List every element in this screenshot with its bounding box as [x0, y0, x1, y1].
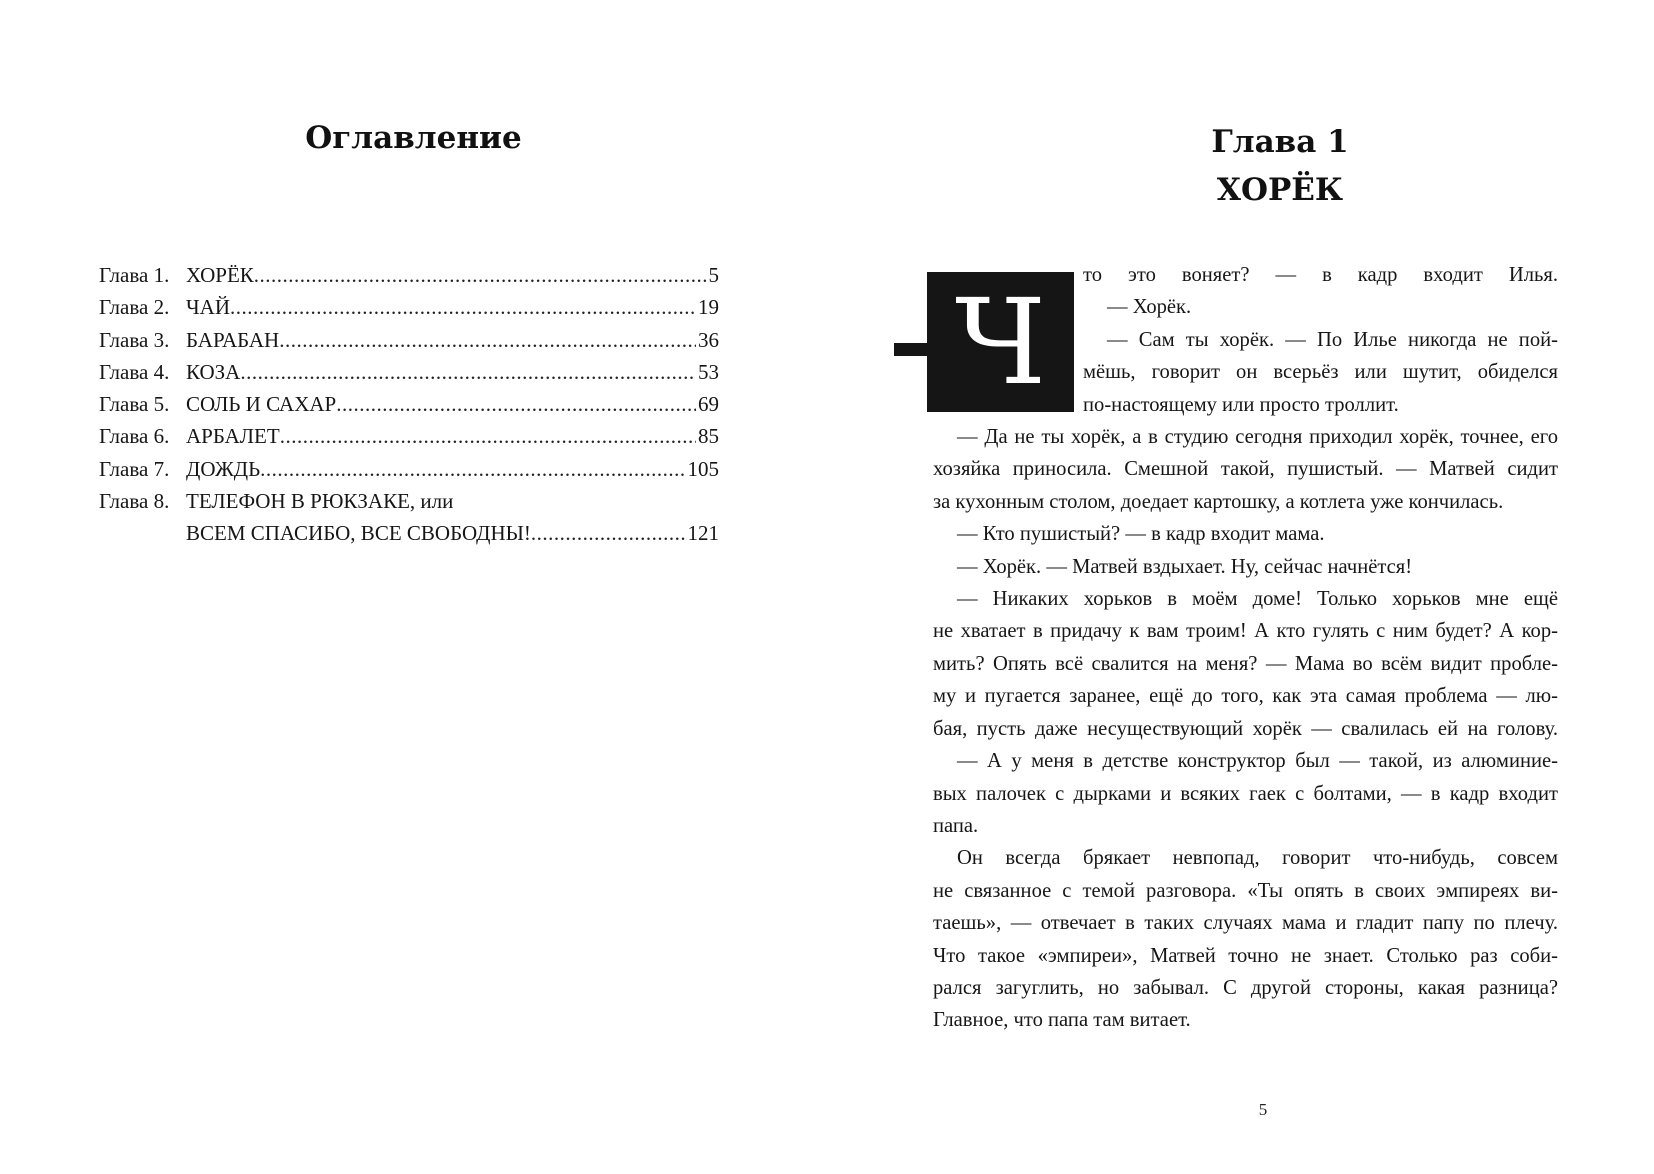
toc-entry-5[interactable] — [99, 388, 719, 420]
body-line: Он всегда брякает невпопад, говорит что-нибудь, совсем — [957, 847, 1558, 870]
toc-entry-4[interactable] — [99, 356, 719, 388]
toc-entry-8-continuation[interactable] — [99, 517, 719, 549]
toc-entry-label: Глава 8. — [99, 489, 170, 514]
toc-leader-dots — [240, 356, 696, 388]
toc-leader-dots — [336, 388, 696, 420]
body-line: то это воняет? — в кадр входит Илья. — [1083, 264, 1558, 286]
body-line: му и пугается заранее, ещё до того, как эта самая проблема — лю- — [933, 685, 1558, 708]
toc-entry-title: ТЕЛЕФОН В РЮКЗАКЕ, или — [186, 489, 454, 514]
toc-entry-6[interactable] — [99, 420, 719, 452]
chapter-heading — [827, 118, 1654, 214]
toc-entry-title: КОЗА — [186, 359, 241, 384]
toc-entry-label: Глава 1. — [99, 263, 170, 287]
body-line: — Хорёк. — Матвей вздыхает. Ну, сейчас начнётся! — [957, 555, 1413, 578]
toc-entry-title: СОЛЬ И САХАР — [186, 392, 337, 417]
toc-entry-page: 69 — [698, 392, 719, 417]
toc-entry-page: 121 — [687, 521, 719, 546]
toc-entry-page: 105 — [687, 456, 719, 481]
toc-entry-3[interactable] — [99, 324, 719, 356]
toc-entry-label: Глава 7. — [99, 456, 170, 481]
body-line: Что такое «эмпиреи», Матвей точно не знает. Столько раз соби- — [933, 944, 1558, 967]
toc-entry-title: АРБАЛЕТ — [186, 424, 280, 449]
chapter-body — [933, 259, 1558, 1037]
body-line: за кухонным столом, доедает картошку, а котлета уже кончилась. — [933, 490, 1504, 513]
toc-entry-8[interactable] — [99, 485, 719, 517]
body-line: папа. — [933, 814, 979, 837]
toc-entry-label: Глава 4. — [99, 359, 170, 384]
toc-leader-dots — [279, 324, 696, 356]
body-line: вых палочек с дырками и всяких гаек с болтами, — в кадр входит — [933, 782, 1558, 805]
toc-entry-title: ДОЖДЬ — [186, 456, 261, 481]
body-line: Главное, что папа там витает. — [933, 1009, 1191, 1032]
page-number: 5 — [1258, 1100, 1268, 1119]
body-line: — Никаких хорьков в моём доме! Только хорьков мне ещё — [957, 588, 1558, 611]
toc-entry-7[interactable] — [99, 453, 719, 485]
body-line: мить? Опять всё свалится на меня? — Мама во всём видит пробле- — [933, 652, 1558, 675]
body-line: рался загуглить, но забывал. С другой стороны, какая разница? — [933, 976, 1558, 999]
body-line: — А у меня в детстве конструктор был — такой, из алюминие- — [957, 750, 1558, 773]
body-line: не связанное с темой разговора. «Ты опять в своих эмпиреях ви- — [933, 879, 1558, 902]
body-line: таешь», — отвечает в таких случаях мама и гладит папу по плечу. — [933, 912, 1558, 935]
body-line: — Сам ты хорёк. — По Илье никогда не пой- — [1107, 328, 1558, 351]
toc-entry-label: Глава 2. — [99, 295, 170, 320]
toc-entry-title: ЧАЙ — [186, 295, 230, 320]
toc-leader-dots — [230, 291, 696, 323]
toc-entry-title: ХОРЁК — [186, 263, 254, 287]
toc-entry-page: 53 — [698, 359, 719, 384]
toc-entry-label: Глава 6. — [99, 424, 170, 449]
toc-entry-title-continued: ВСЕМ СПАСИБО, ВСЕ СВОБОДНЫ! — [186, 521, 531, 546]
body-line: мёшь, говорит он всерьёз или шутит, обиделся — [1083, 361, 1558, 384]
table-of-contents — [99, 259, 719, 550]
toc-entry-label: Глава 5. — [99, 392, 170, 417]
toc-entry-label: Глава 3. — [99, 327, 170, 352]
body-line: по-настоящему или просто троллит. — [1083, 393, 1399, 416]
body-line: бая, пусть даже несуществующий хорёк — свалилась ей на голову. — [933, 717, 1558, 740]
toc-leader-dots — [254, 259, 707, 291]
body-line: — Кто пушистый? — в кадр входит мама. — [957, 523, 1325, 546]
body-line: — Да не ты хорёк, а в студию сегодня приходил хорёк, точнее, его — [957, 426, 1558, 449]
toc-leader-dots — [260, 453, 685, 485]
toc-entry-title: БАРАБАН — [186, 327, 280, 352]
body-line: хозяйка приносила. Смешной такой, пушистый. — Матвей сидит — [933, 458, 1558, 481]
body-line: — Хорёк. — [1107, 296, 1192, 319]
dropcap-letter: Ч — [954, 273, 1047, 411]
toc-entry-page: 19 — [698, 295, 719, 320]
toc-heading: Оглавление — [305, 120, 522, 156]
toc-entry-page: 85 — [698, 424, 719, 449]
toc-leader-dots — [280, 420, 696, 452]
toc-entry-page: 5 — [708, 263, 719, 287]
body-line: не хватает в придачу к вам троим! А кто гулять с ним будет? А кор- — [933, 620, 1558, 643]
chapter-title: ХОРЁК — [1216, 172, 1344, 208]
toc-entry-page: 36 — [698, 327, 719, 352]
chapter-number: Глава 1 — [1211, 124, 1349, 160]
toc-entry-2[interactable] — [99, 291, 719, 323]
toc-leader-dots — [531, 517, 686, 549]
toc-entry-1[interactable] — [99, 259, 719, 291]
